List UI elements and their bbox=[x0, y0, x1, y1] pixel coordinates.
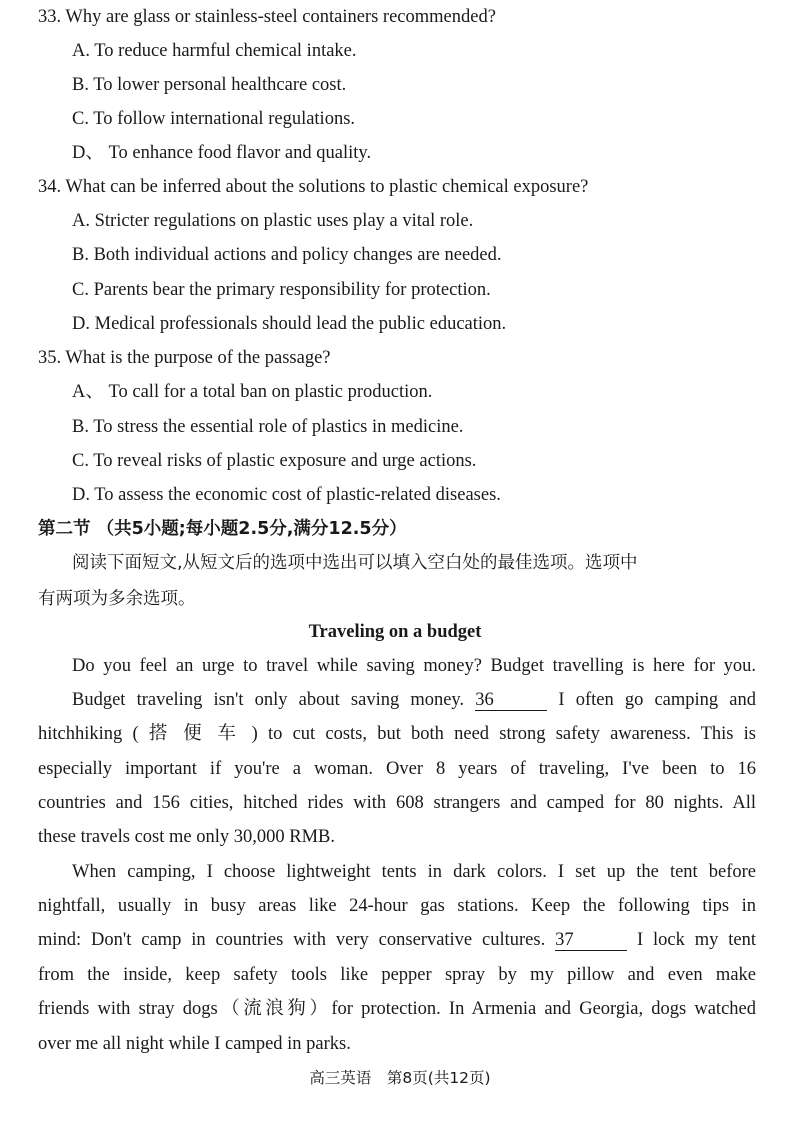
question-34-option-c bbox=[72, 278, 491, 302]
question-33-stem bbox=[38, 5, 496, 29]
option-letter: D. bbox=[72, 485, 90, 505]
option-letter: D. bbox=[72, 314, 90, 334]
option-text: To enhance food flavor and quality. bbox=[108, 143, 372, 163]
question-33-option-d bbox=[72, 141, 371, 165]
option-letter: C. bbox=[72, 451, 89, 471]
passage-paragraph-3-line-3 bbox=[38, 928, 756, 952]
passage-text: I lock my tent bbox=[637, 930, 757, 950]
question-35-option-b bbox=[72, 415, 463, 439]
passage-paragraph-2-line-1 bbox=[72, 688, 756, 712]
option-text: To lower personal healthcare cost. bbox=[93, 75, 347, 95]
passage-paragraph-2-line-2: hitchhiking ( 搭 便 车 ) to cut costs, but both need strong safety awareness. This is bbox=[38, 724, 756, 744]
option-text: Both individual actions and policy changes are needed. bbox=[93, 245, 502, 265]
question-number: 35. bbox=[38, 348, 62, 368]
passage-paragraph-3-line-6: over me all night while I camped in parks. bbox=[38, 1034, 351, 1054]
question-33-option-b bbox=[72, 73, 346, 97]
option-text: To reveal risks of plastic exposure and urge actions. bbox=[93, 451, 477, 471]
passage-paragraph-2-line-4: countries and 156 cities, hitched rides with 608 strangers and camped for 80 nights. All bbox=[38, 793, 756, 813]
passage-title: Traveling on a budget bbox=[308, 622, 482, 642]
question-number: 34. bbox=[38, 177, 62, 197]
option-text: Parents bear the primary responsibility for protection. bbox=[93, 280, 491, 300]
passage-paragraph-3-line-1: When camping, I choose lightweight tents in dark colors. I set up the tent before bbox=[72, 862, 756, 882]
option-letter: D、 bbox=[72, 143, 104, 163]
option-text: To stress the essential role of plastics in medicine. bbox=[93, 417, 464, 437]
option-letter: C. bbox=[72, 109, 89, 129]
option-text: Stricter regulations on plastic uses play a vital role. bbox=[94, 211, 474, 231]
option-letter: C. bbox=[72, 280, 89, 300]
section-2-instruction-line-2: 有两项为多余选项。 bbox=[38, 589, 196, 609]
question-33-option-a bbox=[72, 39, 357, 63]
page-footer: 高三英语 第8页(共12页) bbox=[309, 1069, 491, 1087]
option-text: To reduce harmful chemical intake. bbox=[94, 41, 357, 61]
option-text: To assess the economic cost of plastic-related diseases. bbox=[94, 485, 501, 505]
question-34-option-b bbox=[72, 243, 502, 267]
passage-paragraph-2-line-5: these travels cost me only 30,000 RMB. bbox=[38, 827, 335, 847]
passage-text: mind: Don't camp in countries with very conservative cultures. bbox=[38, 930, 546, 950]
option-letter: B. bbox=[72, 417, 89, 437]
passage-paragraph-3-line-4: from the inside, keep safety tools like pepper spray by my pillow and even make bbox=[38, 965, 756, 985]
question-33-option-c bbox=[72, 107, 355, 131]
blank-37: 37 bbox=[555, 930, 627, 951]
question-34-option-d bbox=[72, 312, 506, 336]
question-text: Why are glass or stainless-steel containers recommended? bbox=[65, 7, 496, 27]
passage-text: I often go camping and bbox=[558, 690, 757, 710]
passage-text: Budget traveling isn't only about saving money. bbox=[72, 690, 465, 710]
option-letter: B. bbox=[72, 245, 89, 265]
question-text: What can be inferred about the solutions to plastic chemical exposure? bbox=[65, 177, 589, 197]
passage-paragraph-2-line-3: especially important if you're a woman. Over 8 years of traveling, I've been to 16 bbox=[38, 759, 756, 779]
option-letter: B. bbox=[72, 75, 89, 95]
passage-paragraph-3-line-2: nightfall, usually in busy areas like 24-hour gas stations. Keep the following tips in bbox=[38, 896, 756, 916]
question-35-option-a bbox=[72, 380, 432, 404]
option-letter: A、 bbox=[72, 382, 104, 402]
option-text: Medical professionals should lead the public education. bbox=[94, 314, 507, 334]
option-text: To call for a total ban on plastic production. bbox=[108, 382, 433, 402]
passage-paragraph-3-line-5: friends with stray dogs（流浪狗）for protection. In Armenia and Georgia, dogs watched bbox=[38, 999, 756, 1019]
question-34-option-a bbox=[72, 209, 473, 233]
question-35-stem bbox=[38, 346, 331, 370]
question-text: What is the purpose of the passage? bbox=[65, 348, 331, 368]
question-35-option-c bbox=[72, 449, 476, 473]
blank-36: 36 bbox=[475, 690, 547, 711]
passage-paragraph-1: Do you feel an urge to travel while saving money? Budget travelling is here for you. bbox=[72, 656, 756, 676]
question-number: 33. bbox=[38, 7, 62, 27]
option-text: To follow international regulations. bbox=[93, 109, 356, 129]
section-2-instruction-line-1: 阅读下面短文,从短文后的选项中选出可以填入空白处的最佳选项。选项中 bbox=[72, 553, 638, 573]
section-2-heading: 第二节 （共5小题;每小题2.5分,满分12.5分） bbox=[38, 519, 407, 539]
question-34-stem bbox=[38, 175, 588, 199]
option-letter: A. bbox=[72, 211, 90, 231]
question-35-option-d bbox=[72, 483, 501, 507]
option-letter: A. bbox=[72, 41, 90, 61]
